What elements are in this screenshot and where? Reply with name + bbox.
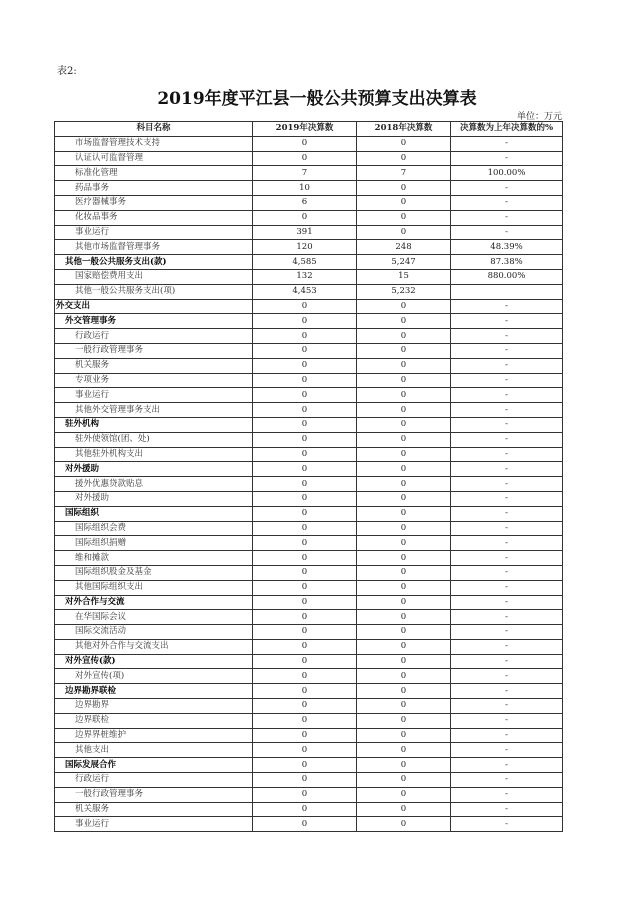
- percent-cell: 100.00%: [451, 166, 563, 181]
- value-2019-cell: 0: [253, 151, 357, 166]
- value-2019-cell: 0: [253, 551, 357, 566]
- value-2019-cell: 0: [253, 417, 357, 432]
- value-2018-cell: 0: [357, 728, 451, 743]
- subject-cell: 标准化管理: [55, 166, 253, 181]
- value-2019-cell: 0: [253, 669, 357, 684]
- table-row: [55, 447, 563, 462]
- table-row: [55, 713, 563, 728]
- percent-cell: -: [451, 358, 563, 373]
- value-2019-cell: 0: [253, 565, 357, 580]
- subject-cell: 边界联检: [55, 713, 253, 728]
- percent-cell: -: [451, 743, 563, 758]
- subject-cell: 边界界桩维护: [55, 728, 253, 743]
- value-2018-cell: 0: [357, 758, 451, 773]
- percent-cell: -: [451, 299, 563, 314]
- subject-cell: 对外援助: [55, 462, 253, 477]
- value-2019-cell: 0: [253, 136, 357, 151]
- table-row: [55, 269, 563, 284]
- table-row: [55, 684, 563, 699]
- value-2018-cell: 0: [357, 314, 451, 329]
- value-2019-cell: 391: [253, 225, 357, 240]
- percent-cell: -: [451, 521, 563, 536]
- percent-cell: 87.38%: [451, 255, 563, 270]
- value-2018-cell: 0: [357, 684, 451, 699]
- value-2018-cell: 0: [357, 329, 451, 344]
- value-2019-cell: 0: [253, 758, 357, 773]
- value-2018-cell: 15: [357, 269, 451, 284]
- percent-cell: -: [451, 225, 563, 240]
- percent-cell: -: [451, 773, 563, 788]
- percent-cell: -: [451, 329, 563, 344]
- value-2018-cell: 7: [357, 166, 451, 181]
- table-row: [55, 314, 563, 329]
- value-2018-cell: 0: [357, 699, 451, 714]
- value-2018-cell: 5,232: [357, 284, 451, 299]
- table-row: [55, 580, 563, 595]
- subject-cell: 市场监督管理技术支持: [55, 136, 253, 151]
- subject-cell: 在华国际会议: [55, 610, 253, 625]
- value-2019-cell: 0: [253, 462, 357, 477]
- value-2018-cell: 0: [357, 625, 451, 640]
- value-2019-cell: 0: [253, 491, 357, 506]
- value-2018-cell: 0: [357, 506, 451, 521]
- table-row: [55, 595, 563, 610]
- subject-cell: 一般行政管理事务: [55, 787, 253, 802]
- percent-cell: -: [451, 195, 563, 210]
- table-row: [55, 521, 563, 536]
- table-row: [55, 225, 563, 240]
- value-2018-cell: 0: [357, 403, 451, 418]
- subject-cell: 其他驻外机构支出: [55, 447, 253, 462]
- table-row: [55, 284, 563, 299]
- value-2018-cell: 0: [357, 536, 451, 551]
- percent-cell: -: [451, 447, 563, 462]
- table-row: [55, 758, 563, 773]
- table-row: [55, 329, 563, 344]
- table-row: [55, 802, 563, 817]
- value-2018-cell: 0: [357, 580, 451, 595]
- value-2019-cell: 0: [253, 743, 357, 758]
- percent-cell: -: [451, 684, 563, 699]
- value-2018-cell: 0: [357, 743, 451, 758]
- value-2018-cell: 0: [357, 343, 451, 358]
- value-2018-cell: 0: [357, 225, 451, 240]
- percent-cell: -: [451, 610, 563, 625]
- value-2019-cell: 0: [253, 773, 357, 788]
- subject-cell: 维和摊款: [55, 551, 253, 566]
- percent-cell: -: [451, 388, 563, 403]
- value-2018-cell: 0: [357, 713, 451, 728]
- percent-cell: -: [451, 625, 563, 640]
- value-2019-cell: 0: [253, 403, 357, 418]
- value-2019-cell: 132: [253, 269, 357, 284]
- table-row: [55, 565, 563, 580]
- table-row: [55, 462, 563, 477]
- value-2019-cell: 0: [253, 447, 357, 462]
- value-2019-cell: 0: [253, 329, 357, 344]
- percent-cell: -: [451, 136, 563, 151]
- table-row: [55, 654, 563, 669]
- subject-cell: 外交管理事务: [55, 314, 253, 329]
- percent-cell: -: [451, 699, 563, 714]
- percent-cell: -: [451, 669, 563, 684]
- value-2019-cell: 0: [253, 536, 357, 551]
- percent-cell: 880.00%: [451, 269, 563, 284]
- value-2019-cell: 0: [253, 343, 357, 358]
- subject-cell: 对外合作与交流: [55, 595, 253, 610]
- value-2019-cell: 120: [253, 240, 357, 255]
- table-row: [55, 551, 563, 566]
- percent-cell: -: [451, 181, 563, 196]
- table-row: [55, 166, 563, 181]
- value-2018-cell: 0: [357, 195, 451, 210]
- table-row: [55, 417, 563, 432]
- percent-cell: -: [451, 565, 563, 580]
- subject-cell: 边界勘界联检: [55, 684, 253, 699]
- subject-cell: 援外优惠贷款贴息: [55, 477, 253, 492]
- subject-cell: 驻外机构: [55, 417, 253, 432]
- table-row: [55, 299, 563, 314]
- value-2019-cell: 10: [253, 181, 357, 196]
- value-2019-cell: 4,585: [253, 255, 357, 270]
- subject-cell: 行政运行: [55, 773, 253, 788]
- table-row: [55, 195, 563, 210]
- table-row: [55, 255, 563, 270]
- value-2019-cell: 0: [253, 299, 357, 314]
- header-2018: 2018年决算数: [357, 122, 451, 137]
- value-2018-cell: 0: [357, 521, 451, 536]
- table-row: [55, 358, 563, 373]
- value-2018-cell: 0: [357, 669, 451, 684]
- value-2019-cell: 0: [253, 358, 357, 373]
- subject-cell: 药品事务: [55, 181, 253, 196]
- value-2019-cell: 7: [253, 166, 357, 181]
- percent-cell: -: [451, 210, 563, 225]
- subject-cell: 事业运行: [55, 225, 253, 240]
- value-2019-cell: 0: [253, 373, 357, 388]
- value-2019-cell: 0: [253, 388, 357, 403]
- value-2018-cell: 0: [357, 773, 451, 788]
- percent-cell: [451, 284, 563, 299]
- table-row: [55, 240, 563, 255]
- value-2019-cell: 0: [253, 713, 357, 728]
- percent-cell: -: [451, 432, 563, 447]
- value-2019-cell: 0: [253, 654, 357, 669]
- value-2018-cell: 0: [357, 654, 451, 669]
- header-2019: 2019年决算数: [253, 122, 357, 137]
- value-2019-cell: 0: [253, 477, 357, 492]
- value-2018-cell: 0: [357, 477, 451, 492]
- table-row: [55, 787, 563, 802]
- header-percent: 决算数为上年决算数的%: [451, 122, 563, 137]
- percent-cell: -: [451, 758, 563, 773]
- unit-label: 单位：万元: [516, 112, 562, 122]
- subject-cell: 专项业务: [55, 373, 253, 388]
- value-2019-cell: 0: [253, 817, 357, 832]
- table-row: [55, 728, 563, 743]
- subject-cell: 国家赔偿费用支出: [55, 269, 253, 284]
- subject-cell: 其他外交管理事务支出: [55, 403, 253, 418]
- value-2018-cell: 0: [357, 817, 451, 832]
- header-subject: 科目名称: [55, 122, 253, 137]
- subject-cell: 事业运行: [55, 388, 253, 403]
- subject-cell: 国际组织股金及基金: [55, 565, 253, 580]
- subject-cell: 化妆品事务: [55, 210, 253, 225]
- table-row: [55, 432, 563, 447]
- percent-cell: -: [451, 595, 563, 610]
- value-2018-cell: 0: [357, 491, 451, 506]
- value-2018-cell: 0: [357, 299, 451, 314]
- value-2018-cell: 0: [357, 358, 451, 373]
- value-2019-cell: 0: [253, 314, 357, 329]
- subject-cell: 其他国际组织支出: [55, 580, 253, 595]
- value-2018-cell: 0: [357, 181, 451, 196]
- percent-cell: -: [451, 477, 563, 492]
- percent-cell: -: [451, 639, 563, 654]
- subject-cell: 其他对外合作与交流支出: [55, 639, 253, 654]
- value-2019-cell: 0: [253, 639, 357, 654]
- subject-cell: 行政运行: [55, 329, 253, 344]
- table-row: [55, 403, 563, 418]
- percent-cell: -: [451, 151, 563, 166]
- value-2018-cell: 0: [357, 447, 451, 462]
- value-2019-cell: 0: [253, 506, 357, 521]
- table-row: [55, 699, 563, 714]
- subject-cell: 国际组织: [55, 506, 253, 521]
- subject-cell: 国际组织会费: [55, 521, 253, 536]
- value-2018-cell: 0: [357, 595, 451, 610]
- subject-cell: 对外宣传(款): [55, 654, 253, 669]
- subject-cell: 对外宣传(项): [55, 669, 253, 684]
- subject-cell: 驻外使领馆(团、处): [55, 432, 253, 447]
- value-2018-cell: 0: [357, 432, 451, 447]
- value-2019-cell: 0: [253, 699, 357, 714]
- subject-cell: 其他一般公共服务支出(款): [55, 255, 253, 270]
- value-2019-cell: 0: [253, 787, 357, 802]
- table-row: [55, 639, 563, 654]
- value-2019-cell: 0: [253, 432, 357, 447]
- subject-cell: 国际交流活动: [55, 625, 253, 640]
- percent-cell: -: [451, 580, 563, 595]
- subject-cell: 对外援助: [55, 491, 253, 506]
- value-2018-cell: 0: [357, 610, 451, 625]
- subject-cell: 机关服务: [55, 358, 253, 373]
- value-2019-cell: 6: [253, 195, 357, 210]
- table-row: [55, 773, 563, 788]
- table-row: [55, 817, 563, 832]
- percent-cell: -: [451, 787, 563, 802]
- value-2018-cell: 0: [357, 551, 451, 566]
- table-row: [55, 373, 563, 388]
- percent-cell: -: [451, 403, 563, 418]
- value-2019-cell: 0: [253, 210, 357, 225]
- subject-cell: 国际组织捐赠: [55, 536, 253, 551]
- subject-cell: 其他一般公共服务支出(项): [55, 284, 253, 299]
- percent-cell: -: [451, 314, 563, 329]
- subject-cell: 外交支出: [55, 299, 253, 314]
- value-2018-cell: 0: [357, 210, 451, 225]
- value-2019-cell: 0: [253, 521, 357, 536]
- value-2019-cell: 0: [253, 728, 357, 743]
- percent-cell: -: [451, 802, 563, 817]
- value-2019-cell: 0: [253, 595, 357, 610]
- subject-cell: 医疗器械事务: [55, 195, 253, 210]
- value-2018-cell: 0: [357, 388, 451, 403]
- page-title: 2019年度平江县一般公共预算支出决算表: [157, 89, 477, 109]
- table-row: [55, 210, 563, 225]
- table-header-row: [55, 122, 563, 137]
- table-row: [55, 625, 563, 640]
- table-row: [55, 536, 563, 551]
- table-row: [55, 610, 563, 625]
- subject-cell: 其他市场监督管理事务: [55, 240, 253, 255]
- value-2019-cell: 4,453: [253, 284, 357, 299]
- subject-cell: 国际发展合作: [55, 758, 253, 773]
- value-2018-cell: 0: [357, 151, 451, 166]
- subject-cell: 其他支出: [55, 743, 253, 758]
- subject-cell: 边界勘界: [55, 699, 253, 714]
- table-row: [55, 743, 563, 758]
- value-2019-cell: 0: [253, 610, 357, 625]
- table-row: [55, 491, 563, 506]
- percent-cell: -: [451, 713, 563, 728]
- percent-cell: -: [451, 491, 563, 506]
- value-2018-cell: 0: [357, 802, 451, 817]
- percent-cell: -: [451, 373, 563, 388]
- table-row: [55, 136, 563, 151]
- percent-cell: -: [451, 551, 563, 566]
- subject-cell: 一般行政管理事务: [55, 343, 253, 358]
- value-2018-cell: 0: [357, 462, 451, 477]
- percent-cell: -: [451, 654, 563, 669]
- percent-cell: -: [451, 506, 563, 521]
- percent-cell: -: [451, 536, 563, 551]
- value-2018-cell: 0: [357, 417, 451, 432]
- value-2019-cell: 0: [253, 684, 357, 699]
- value-2018-cell: 0: [357, 136, 451, 151]
- subject-cell: 认证认可监督管理: [55, 151, 253, 166]
- value-2019-cell: 0: [253, 580, 357, 595]
- table-caption: 表2:: [57, 66, 77, 77]
- value-2018-cell: 248: [357, 240, 451, 255]
- table-row: [55, 181, 563, 196]
- percent-cell: 48.39%: [451, 240, 563, 255]
- budget-table: [54, 121, 563, 832]
- percent-cell: -: [451, 417, 563, 432]
- value-2018-cell: 0: [357, 639, 451, 654]
- value-2019-cell: 0: [253, 625, 357, 640]
- table-row: [55, 477, 563, 492]
- percent-cell: -: [451, 462, 563, 477]
- table-row: [55, 151, 563, 166]
- subject-cell: 事业运行: [55, 817, 253, 832]
- subject-cell: 机关服务: [55, 802, 253, 817]
- percent-cell: -: [451, 728, 563, 743]
- percent-cell: -: [451, 817, 563, 832]
- value-2019-cell: 0: [253, 802, 357, 817]
- value-2018-cell: 5,247: [357, 255, 451, 270]
- table-row: [55, 669, 563, 684]
- table-row: [55, 388, 563, 403]
- table-row: [55, 506, 563, 521]
- percent-cell: -: [451, 343, 563, 358]
- value-2018-cell: 0: [357, 787, 451, 802]
- value-2018-cell: 0: [357, 373, 451, 388]
- value-2018-cell: 0: [357, 565, 451, 580]
- table-row: [55, 343, 563, 358]
